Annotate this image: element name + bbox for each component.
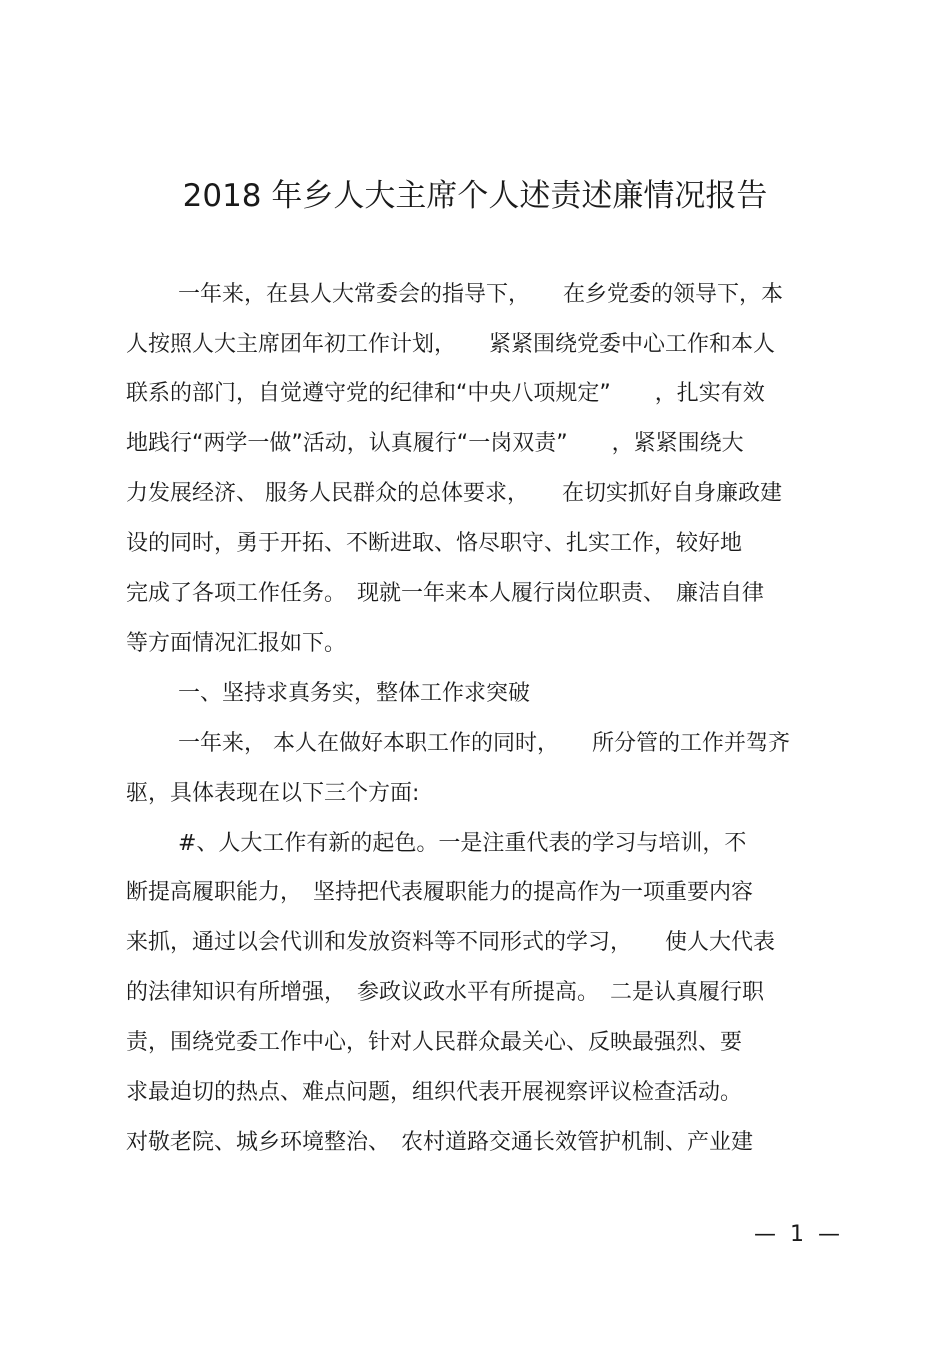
paragraph-line: 完成了各项工作任务。 现就一年来本人履行岗位职责、 廉洁自律	[126, 581, 765, 606]
paragraph-line: 对敬老院、城乡环境整治、 农村道路交通长效管护机制、产业建	[126, 1130, 754, 1155]
paragraph-line: #、人大工作有新的起色。一是注重代表的学习与培训，不	[178, 831, 747, 856]
paragraph-line: 地践行“两学一做”活动，认真履行“一岗双责” ，紧紧围绕大	[126, 431, 744, 456]
section-heading: 一、坚持求真务实，整体工作求突破	[178, 681, 531, 706]
paragraph-line: 一年来，在县人大常委会的指导下， 在乡党委的领导下，本	[178, 282, 784, 307]
paragraph-line: 联系的部门，自觉遵守党的纪律和“中央八项规定” ，扎实有效	[126, 381, 765, 406]
page-number: — 1 —	[754, 1222, 840, 1247]
paragraph-line: 的法律知识有所增强， 参政议政水平有所提高。 二是认真履行职	[126, 980, 765, 1005]
paragraph-line: 来抓，通过以会代训和发放资料等不同形式的学习， 使人大代表	[126, 930, 776, 955]
paragraph-line: 一年来， 本人在做好本职工作的同时， 所分管的工作并驾齐	[178, 731, 790, 756]
paragraph-line: 求最迫切的热点、难点问题，组织代表开展视察评议检查活动。	[126, 1080, 743, 1105]
paragraph-line: 人按照人大主席团年初工作计划， 紧紧围绕党委中心工作和本人	[126, 332, 776, 357]
paragraph-line: 驱，具体表现在以下三个方面:	[126, 781, 420, 806]
paragraph-line: 责，围绕党委工作中心，针对人民群众最关心、反映最强烈、要	[126, 1030, 743, 1055]
document-title: 2018 年乡人大主席个人述责述廉情况报告	[182, 178, 768, 214]
paragraph-line: 等方面情况汇报如下。	[126, 631, 347, 656]
paragraph-line: 断提高履职能力， 坚持把代表履职能力的提高作为一项重要内容	[126, 880, 754, 905]
paragraph-line: 设的同时，勇于开拓、不断进取、恪尽职守、扎实工作，较好地	[126, 531, 743, 556]
paragraph-line: 力发展经济、 服务人民群众的总体要求， 在切实抓好自身廉政建	[126, 481, 782, 506]
